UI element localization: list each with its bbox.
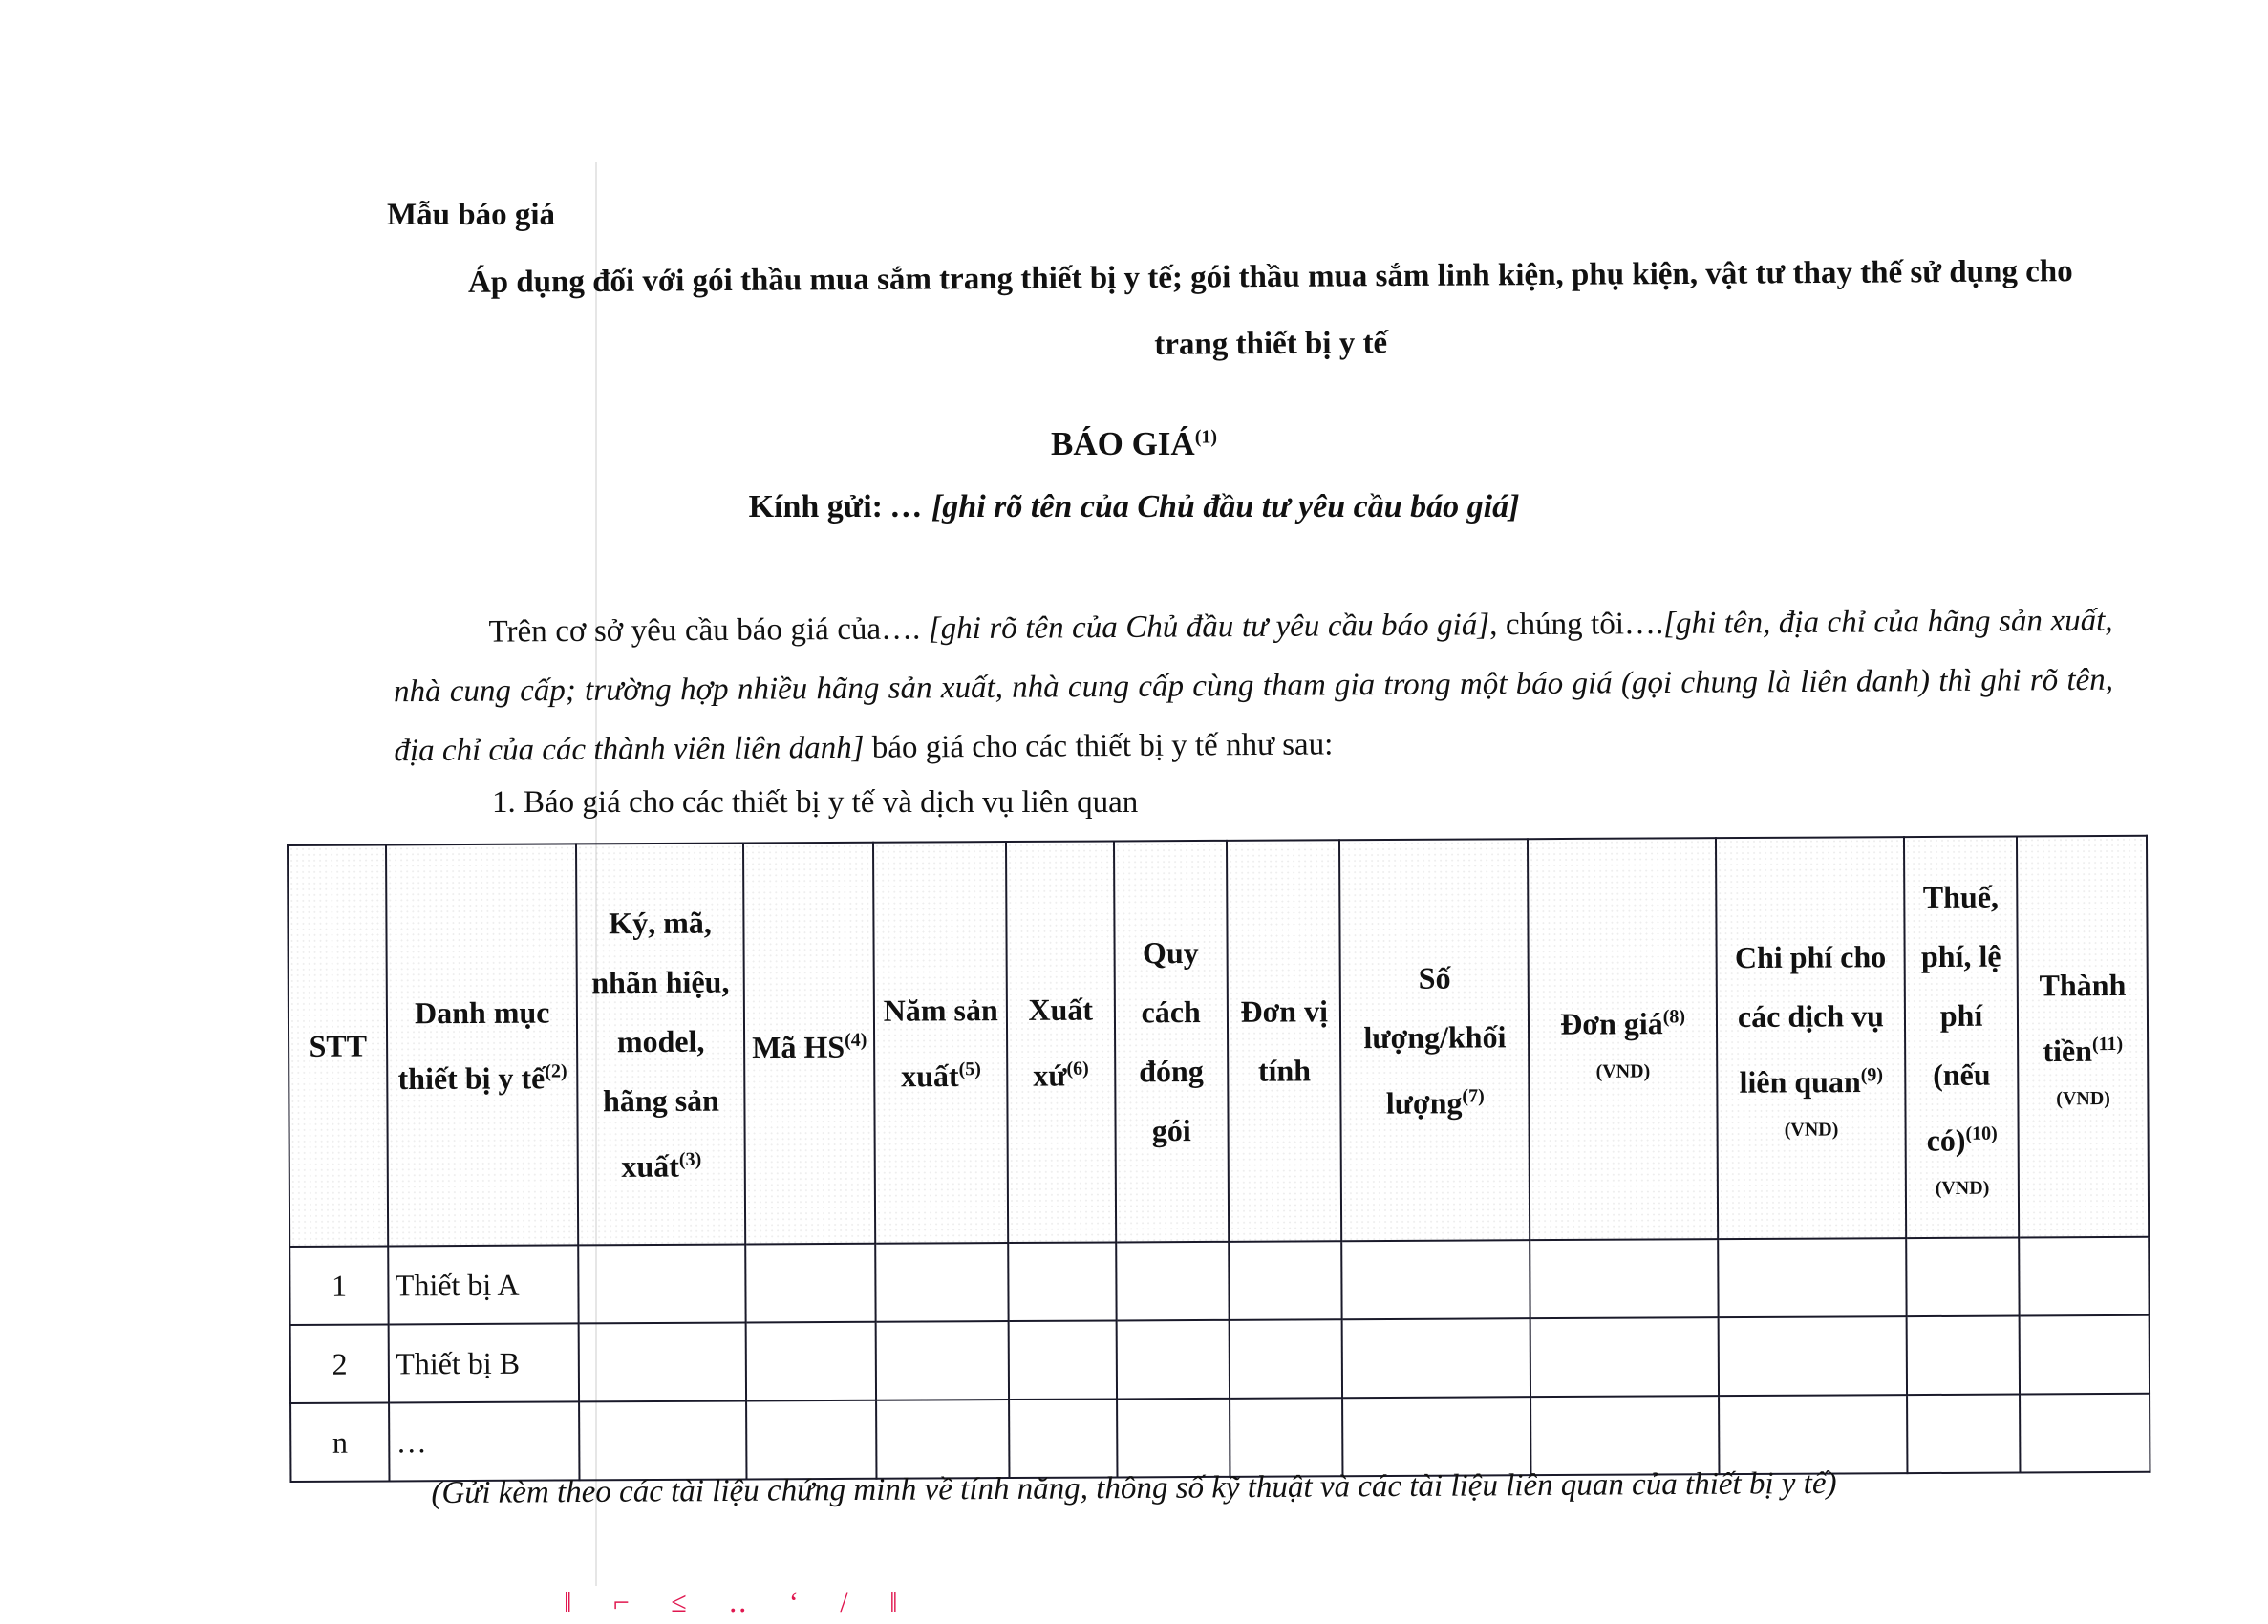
col-header-origin: Xuất xứ$^{(6)}$ (1006, 841, 1116, 1243)
col-header-device-list: Danh mục thiết bị y tế$^{(2)}$ (386, 844, 578, 1246)
table-row (290, 1315, 2150, 1403)
cell-empty (1530, 1239, 1718, 1318)
cell-empty (1009, 1320, 1117, 1400)
title-text: BÁO GIÁ (1050, 425, 1195, 462)
document-title (0, 425, 2268, 463)
table-row (289, 1237, 2149, 1325)
cell-empty (2020, 1237, 2150, 1316)
cell-empty (746, 1400, 877, 1480)
recipient-label: Kính gửi: (748, 489, 883, 524)
cell-stt: 2 (290, 1324, 390, 1403)
col-header-unit-price: Đơn giá$^{(8)}$ (VND) (1528, 838, 1718, 1240)
cell-device-name: Thiết bị A (389, 1245, 579, 1324)
recipient-line (0, 489, 2268, 525)
cell-empty (1229, 1241, 1342, 1320)
cell-empty (1530, 1317, 1719, 1397)
intro-mid: , chúng tôi…. (1489, 607, 1664, 643)
cell-empty (1116, 1242, 1230, 1321)
cell-empty (579, 1400, 746, 1480)
cell-empty (1718, 1238, 1906, 1317)
col-header-year: Năm sản xuất$^{(5)}$ (873, 842, 1008, 1244)
cell-empty (2020, 1315, 2150, 1395)
col-header-model: Ký, mã, nhãn hiệu, model, hãng sản xuất$^{(3)}$ (576, 843, 745, 1245)
intro-tail: báo giá cho các thiết bị y tế như sau: (864, 727, 1334, 765)
title-note: (1) (1194, 426, 1218, 448)
cell-empty (579, 1322, 746, 1401)
cell-empty (1117, 1399, 1230, 1478)
cell-empty (746, 1322, 877, 1401)
cell-empty (1343, 1397, 1531, 1476)
cell-empty (745, 1244, 876, 1323)
cell-empty (1008, 1242, 1116, 1321)
cell-empty (1906, 1316, 2020, 1396)
col-header-unit: Đơn vị tính (1227, 840, 1342, 1242)
cell-device-name: … (389, 1401, 579, 1481)
cell-empty (1907, 1395, 2021, 1474)
cell-empty (1116, 1320, 1230, 1400)
cell-empty (1230, 1319, 1343, 1399)
recipient-value: … [ghi rõ tên của Chủ đầu tư yêu cầu báo giá] (890, 489, 1520, 524)
col-header-tax: Thuế, phí, lệ phí (nếu có)$^{(10)}$ (VND) (1904, 837, 2020, 1239)
cell-empty (1230, 1398, 1343, 1477)
table-header-row (288, 836, 2149, 1247)
cell-empty (1530, 1396, 1719, 1475)
form-label: Mẫu báo giá (387, 198, 556, 232)
cell-empty (1342, 1240, 1530, 1319)
cell-empty (1342, 1318, 1530, 1398)
col-header-total: Thành tiền$^{(11)}$ (VND) (2017, 836, 2149, 1238)
col-header-hs-code: Mã HS$^{(4)}$ (743, 843, 876, 1245)
cell-stt: 1 (289, 1246, 389, 1325)
col-header-stt: STT (288, 844, 389, 1247)
cell-empty (1906, 1238, 2020, 1317)
cell-device-name: Thiết bị B (389, 1323, 579, 1402)
cell-empty (1719, 1316, 1907, 1396)
red-stamp-marks: ‖ ⌐ ≤ ‥ ‘ / ‖ (564, 1587, 915, 1618)
cell-empty (877, 1400, 1010, 1479)
cell-empty (876, 1243, 1009, 1322)
cell-empty (578, 1244, 745, 1323)
cell-empty (2020, 1394, 2150, 1473)
col-header-service-cost: Chi phí cho các dịch vụ liên quan$^{(9)}$ (VND) (1716, 837, 1906, 1239)
quotation-table (287, 835, 2150, 1483)
col-header-quantity: Số lượng/khối lượng$^{(7)}$ (1339, 839, 1530, 1241)
cell-empty (1719, 1395, 1907, 1474)
attachment-footnote: (Gửi kèm theo các tài liệu chứng minh về tính năng, thông số kỹ thuật và các tài liệu liên quan của thiết bị y tế) (431, 1465, 1837, 1511)
intro-placeholder-investor: [ghi rõ tên của Chủ đầu tư yêu cầu báo giá] (928, 608, 1490, 647)
cell-stt: n (290, 1402, 390, 1482)
intro-paragraph (393, 591, 2113, 781)
col-header-packaging: Quy cách đóng gói (1113, 841, 1229, 1243)
section-heading: 1. Báo giá cho các thiết bị y tế và dịch vụ liên quan (492, 785, 1139, 820)
cell-empty (876, 1321, 1009, 1400)
intro-lead: Trên cơ sở yêu cầu báo giá của…. (488, 611, 921, 650)
document-subtitle: Áp dụng đối với gói thầu mua sắm trang thiết bị y tế; gói thầu mua sắm linh kiện, phụ kiện, vật tư thay thế sử dụng cho trang thiết bị y tế (467, 254, 2073, 362)
cell-empty (1009, 1399, 1117, 1478)
intro-placeholder-supplier: [ghi tên, địa chỉ của hãng sản xuất, nhà cung cấp; trường hợp nhiều hãng sản xuất, nhà cung cấp cùng tham gia trong một báo giá (gọi chung là liên danh) thì ghi rõ tên, địa chỉ của các thành viên liên danh] (393, 603, 2114, 769)
